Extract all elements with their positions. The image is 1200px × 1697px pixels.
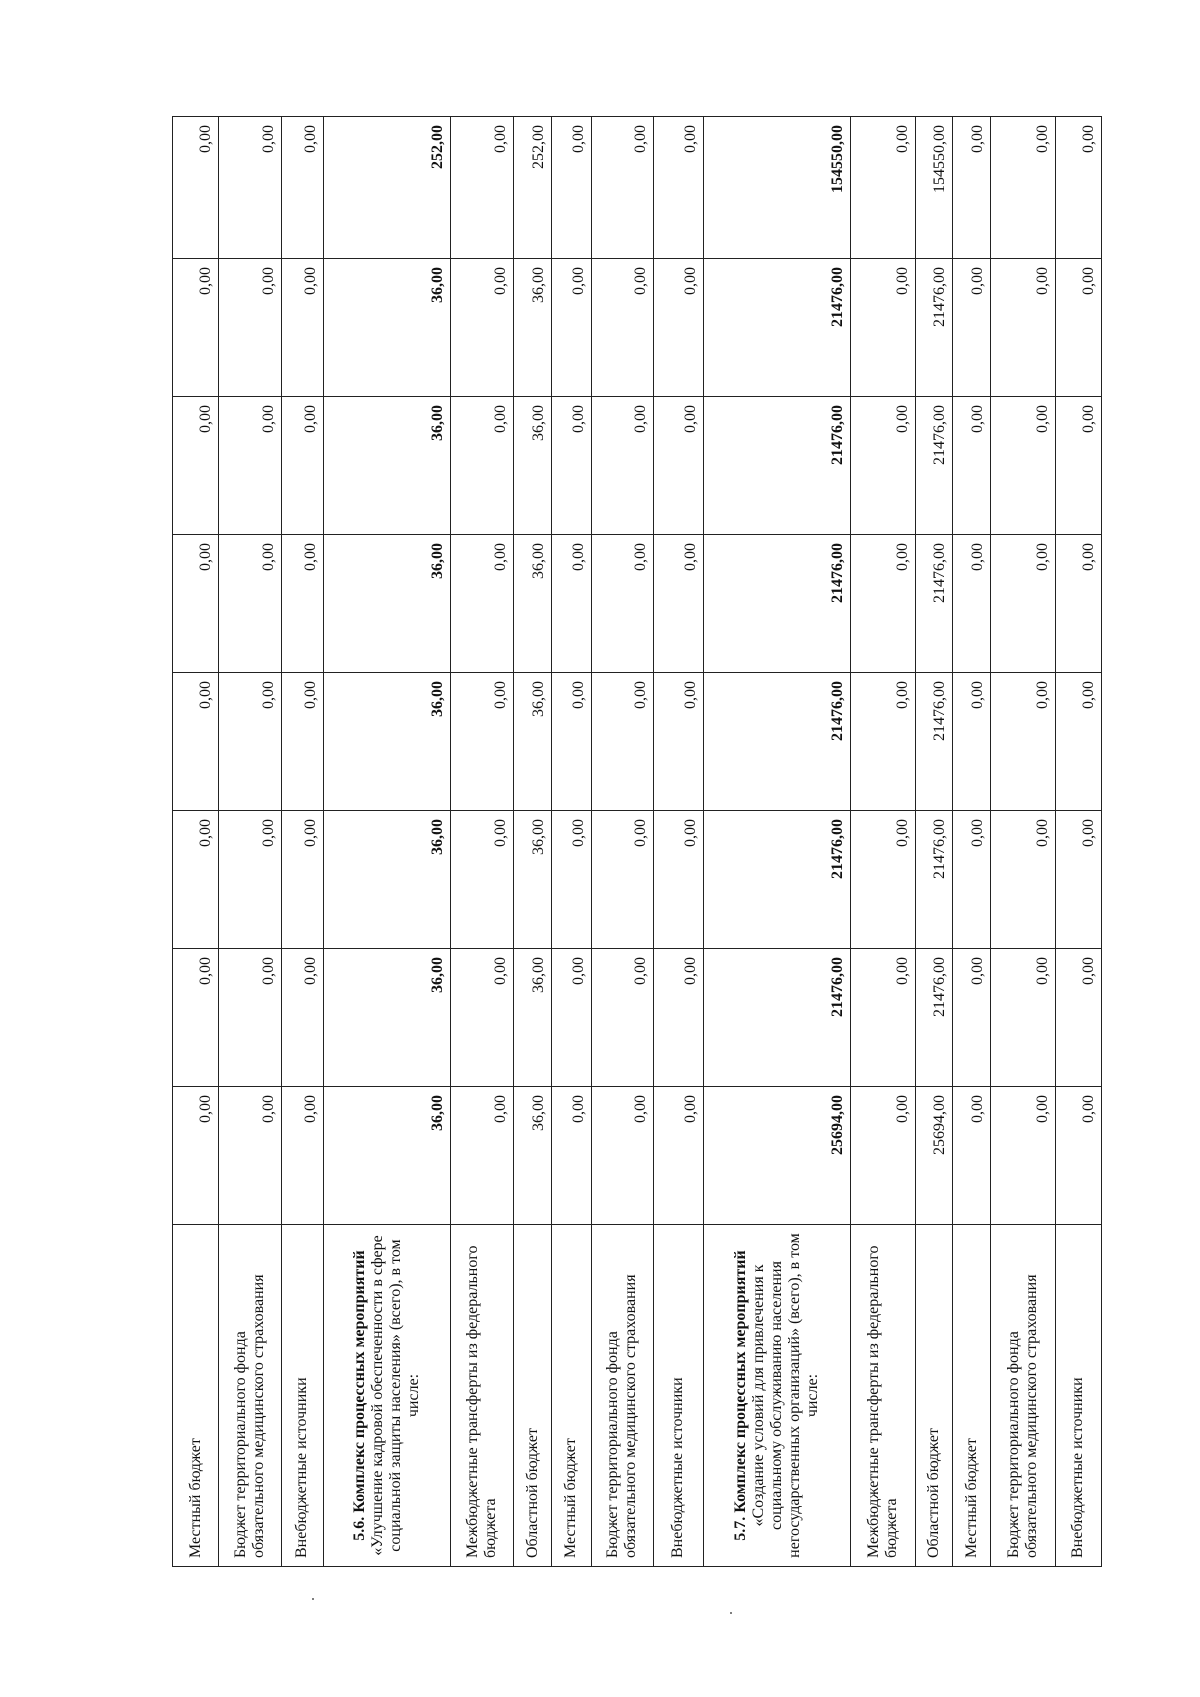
value-cell: 0,00 — [450, 535, 514, 673]
label-text: Местный бюджет — [186, 1438, 204, 1558]
complex-row — [323, 117, 450, 1567]
value-cell: 0,00 — [654, 673, 704, 811]
row-label — [323, 1225, 450, 1567]
value-cell: 0,00 — [551, 535, 591, 673]
value-cell: 0,00 — [219, 535, 281, 673]
value-cell: 0,00 — [281, 1087, 323, 1225]
scan-speck — [312, 1598, 314, 1600]
value-cell: 36,00 — [514, 811, 552, 949]
value-cell: 0,00 — [281, 535, 323, 673]
value-cell: 0,00 — [591, 673, 653, 811]
value-cell: 0,00 — [991, 949, 1056, 1087]
value-cell: 0,00 — [654, 397, 704, 535]
row-label — [219, 1225, 281, 1567]
value-cell: 0,00 — [991, 673, 1056, 811]
total-cell: 0,00 — [1055, 117, 1101, 259]
row-label — [450, 1225, 514, 1567]
value-cell: 21476,00 — [703, 949, 850, 1087]
rotated-page — [172, 117, 1102, 1567]
label-text: Местный бюджет — [562, 1438, 580, 1558]
value-cell: 25694,00 — [703, 1087, 850, 1225]
label-text: Внебюджетные источники — [1069, 1377, 1087, 1558]
value-cell: 0,00 — [991, 1087, 1056, 1225]
complex-title: 5.6. Комплекс процессных мероприятий — [350, 1250, 368, 1541]
complex-title: 5.7. Комплекс процессных мероприятий — [731, 1250, 749, 1541]
value-cell: 0,00 — [173, 535, 219, 673]
value-cell: 0,00 — [851, 535, 916, 673]
value-cell: 0,00 — [551, 673, 591, 811]
value-cell: 0,00 — [450, 1087, 514, 1225]
row-label — [953, 1225, 991, 1567]
value-cell: 0,00 — [450, 259, 514, 397]
value-cell: 21476,00 — [703, 673, 850, 811]
value-cell: 0,00 — [991, 811, 1056, 949]
value-cell: 0,00 — [551, 397, 591, 535]
row-label — [915, 1225, 953, 1567]
value-cell: 21476,00 — [915, 535, 953, 673]
value-cell: 0,00 — [281, 673, 323, 811]
row-label — [1055, 1225, 1101, 1567]
value-cell: 0,00 — [281, 397, 323, 535]
row-label — [654, 1225, 704, 1567]
value-cell: 0,00 — [173, 811, 219, 949]
value-cell: 36,00 — [323, 811, 450, 949]
value-cell: 0,00 — [551, 949, 591, 1087]
label-text: «Улучшение кадровой обеспеченности в сфере социальной защиты населения» (всего), в том числе: — [368, 1235, 422, 1556]
value-cell: 0,00 — [173, 259, 219, 397]
total-cell: 0,00 — [953, 117, 991, 259]
value-cell: 0,00 — [654, 535, 704, 673]
value-cell: 0,00 — [1055, 949, 1101, 1087]
value-cell: 0,00 — [281, 949, 323, 1087]
value-cell: 0,00 — [654, 949, 704, 1087]
value-cell: 0,00 — [1055, 535, 1101, 673]
value-cell: 0,00 — [654, 259, 704, 397]
row-label — [514, 1225, 552, 1567]
total-cell: 0,00 — [450, 117, 514, 259]
value-cell: 0,00 — [851, 949, 916, 1087]
value-cell: 0,00 — [991, 535, 1056, 673]
value-cell: 36,00 — [323, 949, 450, 1087]
value-cell: 0,00 — [991, 397, 1056, 535]
source-row — [551, 117, 591, 1567]
value-cell: 0,00 — [654, 811, 704, 949]
row-label — [851, 1225, 916, 1567]
table-body — [173, 117, 1102, 1567]
total-cell: 0,00 — [173, 117, 219, 259]
total-cell: 0,00 — [219, 117, 281, 259]
scan-speck — [730, 1612, 732, 1614]
value-cell: 0,00 — [281, 259, 323, 397]
value-cell: 36,00 — [323, 673, 450, 811]
value-cell: 36,00 — [514, 949, 552, 1087]
value-cell: 25694,00 — [915, 1087, 953, 1225]
value-cell: 21476,00 — [915, 259, 953, 397]
source-row — [915, 117, 953, 1567]
label-text: Бюджет территориального фонда обязательного медицинского страхования — [231, 1274, 267, 1558]
label-text: Межбюджетные трансферты из федерального бюджета — [463, 1245, 499, 1558]
value-cell: 0,00 — [1055, 673, 1101, 811]
value-cell: 21476,00 — [703, 397, 850, 535]
value-cell: 36,00 — [514, 673, 552, 811]
total-cell: 252,00 — [323, 117, 450, 259]
value-cell: 21476,00 — [703, 259, 850, 397]
value-cell: 0,00 — [851, 1087, 916, 1225]
row-label — [281, 1225, 323, 1567]
total-cell: 0,00 — [591, 117, 653, 259]
value-cell: 0,00 — [173, 1087, 219, 1225]
label-text: Областной бюджет — [523, 1428, 541, 1558]
value-cell: 21476,00 — [915, 949, 953, 1087]
total-cell: 0,00 — [654, 117, 704, 259]
total-cell: 0,00 — [991, 117, 1056, 259]
complex-row — [703, 117, 850, 1567]
row-label — [703, 1225, 850, 1567]
budget-table — [172, 116, 1102, 1567]
source-row — [654, 117, 704, 1567]
value-cell: 0,00 — [450, 397, 514, 535]
value-cell: 36,00 — [514, 535, 552, 673]
value-cell: 0,00 — [953, 259, 991, 397]
value-cell: 0,00 — [953, 1087, 991, 1225]
value-cell: 36,00 — [514, 1087, 552, 1225]
value-cell: 36,00 — [323, 1087, 450, 1225]
label-text: Внебюджетные источники — [293, 1377, 311, 1558]
value-cell: 21476,00 — [915, 397, 953, 535]
value-cell: 0,00 — [450, 811, 514, 949]
source-row — [173, 117, 219, 1567]
value-cell: 0,00 — [851, 673, 916, 811]
value-cell: 0,00 — [591, 397, 653, 535]
source-row — [281, 117, 323, 1567]
value-cell: 21476,00 — [915, 673, 953, 811]
value-cell: 0,00 — [1055, 397, 1101, 535]
value-cell: 0,00 — [551, 811, 591, 949]
source-row — [591, 117, 653, 1567]
value-cell: 0,00 — [851, 397, 916, 535]
value-cell: 0,00 — [1055, 811, 1101, 949]
value-cell: 21476,00 — [703, 811, 850, 949]
label-text: Областной бюджет — [925, 1428, 942, 1558]
value-cell: 0,00 — [591, 259, 653, 397]
value-cell: 0,00 — [219, 259, 281, 397]
value-cell: 36,00 — [323, 259, 450, 397]
value-cell: 0,00 — [173, 673, 219, 811]
value-cell: 0,00 — [1055, 259, 1101, 397]
value-cell: 0,00 — [281, 811, 323, 949]
value-cell: 0,00 — [173, 397, 219, 535]
source-row — [953, 117, 991, 1567]
total-cell: 154550,00 — [915, 117, 953, 259]
value-cell: 0,00 — [219, 949, 281, 1087]
value-cell: 0,00 — [450, 949, 514, 1087]
value-cell: 0,00 — [173, 949, 219, 1087]
source-row — [851, 117, 916, 1567]
value-cell: 0,00 — [591, 811, 653, 949]
source-row — [1055, 117, 1101, 1567]
label-text: Местный бюджет — [962, 1438, 980, 1558]
value-cell: 0,00 — [591, 949, 653, 1087]
row-label — [591, 1225, 653, 1567]
row-label — [991, 1225, 1056, 1567]
value-cell: 0,00 — [991, 259, 1056, 397]
value-cell: 0,00 — [851, 259, 916, 397]
value-cell: 0,00 — [1055, 1087, 1101, 1225]
value-cell: 0,00 — [953, 811, 991, 949]
value-cell: 36,00 — [514, 259, 552, 397]
value-cell: 0,00 — [551, 259, 591, 397]
label-text: «Создание условий для привлечения к социальному обслуживанию населения негосударственных организаций» (всего), в том числе: — [749, 1233, 821, 1558]
label-text: Межбюджетные трансферты из федерального бюджета — [864, 1245, 900, 1558]
value-cell: 36,00 — [323, 397, 450, 535]
source-row — [991, 117, 1056, 1567]
total-cell: 0,00 — [551, 117, 591, 259]
value-cell: 0,00 — [953, 397, 991, 535]
label-text: Внебюджетные источники — [669, 1377, 687, 1558]
total-cell: 0,00 — [281, 117, 323, 259]
label-text: Бюджет территориального фонда обязательного медицинского страхования — [1004, 1274, 1040, 1558]
total-cell: 0,00 — [851, 117, 916, 259]
value-cell: 0,00 — [219, 1087, 281, 1225]
total-cell: 252,00 — [514, 117, 552, 259]
source-row — [219, 117, 281, 1567]
value-cell: 0,00 — [219, 397, 281, 535]
row-label — [551, 1225, 591, 1567]
total-cell: 154550,00 — [703, 117, 850, 259]
source-row — [514, 117, 552, 1567]
value-cell: 0,00 — [591, 1087, 653, 1225]
value-cell: 0,00 — [953, 673, 991, 811]
value-cell: 36,00 — [323, 535, 450, 673]
value-cell: 0,00 — [953, 949, 991, 1087]
value-cell: 21476,00 — [915, 811, 953, 949]
value-cell: 0,00 — [551, 1087, 591, 1225]
value-cell: 0,00 — [851, 811, 916, 949]
source-row — [450, 117, 514, 1567]
value-cell: 36,00 — [514, 397, 552, 535]
value-cell: 0,00 — [450, 673, 514, 811]
value-cell: 0,00 — [219, 811, 281, 949]
value-cell: 0,00 — [953, 535, 991, 673]
value-cell: 21476,00 — [703, 535, 850, 673]
value-cell: 0,00 — [591, 535, 653, 673]
value-cell: 0,00 — [654, 1087, 704, 1225]
value-cell: 0,00 — [219, 673, 281, 811]
row-label — [173, 1225, 219, 1567]
label-text: Бюджет территориального фонда обязательного медицинского страхования — [604, 1274, 640, 1558]
